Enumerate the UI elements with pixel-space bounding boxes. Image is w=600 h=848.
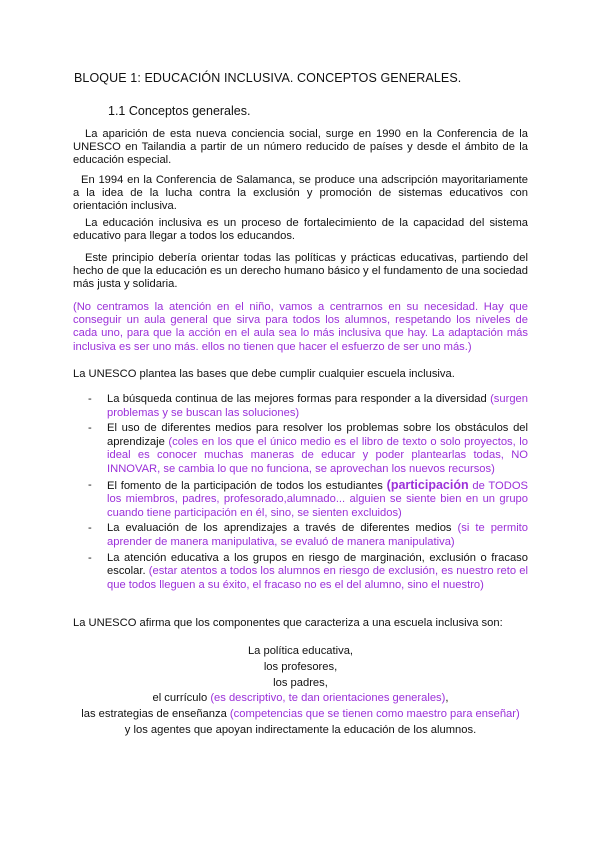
annotation-note: (No centramos la atención en el niño, vamos a centrarnos en su necesidad. Hay que conseguir un aula general que sirva para todos los alumnos, respetando los niveles de cada uno, para que la acción en el aula sea lo más inclusiva que hay. La adaptación más inclusiva es ser uno más. ellos no tienen que hacer el esfuerzo de ser uno más.): [73, 301, 528, 353]
list-item: [88, 522, 528, 549]
component-line: los padres,: [273, 676, 328, 689]
component-line: [73, 691, 528, 707]
component-text: el currículo: [152, 692, 211, 705]
list-item: [88, 552, 528, 593]
list-item: [88, 479, 528, 521]
paragraph-3: La educación inclusiva es un proceso de fortalecimiento de la capacidad del sistema educativo para llegar a todos los educandos.: [73, 217, 528, 243]
dash-marker: -: [88, 393, 92, 405]
list-item-text: La atención educativa a los grupos en riesgo de marginación, exclusión o fracaso escolar.: [107, 551, 528, 578]
component-note: (es descriptivo, te dan orientaciones generales): [210, 692, 446, 705]
dash-marker: -: [88, 551, 92, 564]
dash-marker: -: [88, 478, 92, 491]
components-list: [73, 644, 528, 739]
list-item-text: El uso de diferentes medios para resolver los problemas sobre los obstáculos del aprendizaje: [107, 422, 528, 448]
page-title: BLOQUE 1: EDUCACIÓN INCLUSIVA. CONCEPTOS GENERALES.: [74, 71, 462, 85]
section-heading: 1.1 Conceptos generales.: [108, 104, 251, 118]
dash-marker: -: [88, 522, 92, 535]
list-item: [88, 422, 528, 476]
paragraph-1: La aparición de esta nueva conciencia social, surge en 1990 en la Conferencia de la UNESCO en Tailandia a partir de un número reducido de países y desde el ámbito de la educación especial.: [73, 128, 528, 167]
component-note: (competencias que se tienen como maestro para enseñar): [229, 708, 520, 721]
list-item-text: La evaluación de los aprendizajes a través de diferentes medios: [107, 522, 458, 535]
component-line: [73, 707, 528, 723]
component-line: y los agentes que apoyan indirectamente la educación de los alumnos.: [124, 723, 477, 736]
list-item-text: El fomento de la participación de todos los estudiantes: [107, 479, 387, 492]
list-item: [88, 393, 528, 420]
dash-marker: -: [88, 422, 92, 435]
unesco-components-intro: La UNESCO afirma que los componentes que caracteriza a una escuela inclusiva son:: [73, 617, 503, 629]
paragraph-4: Este principio debería orientar todas las políticas y prácticas educativas, partiendo del hecho de que la educación es un derecho humano básico y el fundamento de una sociedad más justa y solidaria.: [73, 252, 528, 291]
component-line: La política educativa,: [247, 645, 354, 657]
list-item-note: (estar atentos a todos los alumnos en riesgo de exclusión, es nuestro reto el que todos lleguen a su éxito, el fracaso no es el del alumno, sino el nuestro): [107, 565, 528, 591]
component-text: las estrategias de enseñanza: [81, 708, 230, 721]
list-item-note: (coles en los que el único medio es el libro de texto o solo proyectos, lo ideal es conocer muchas maneras de educar y poder plantearlas todas, NO INNOVAR, se cambia lo que no funciona, se aprovechan los nuevos recursos): [107, 435, 529, 475]
component-punct: ,: [445, 692, 449, 705]
list-item-note: de TODOS los miembros, padres, profesorado,alumnado... alguien se siente bien en un grupo cuando tiene participación en él, sino, se sienten excluidos): [107, 479, 528, 519]
unesco-bases-intro: La UNESCO plantea las bases que debe cumplir cualquier escuela inclusiva.: [73, 368, 455, 380]
bases-list: [88, 393, 528, 594]
paragraph-2: En 1994 en la Conferencia de Salamanca, se produce una adscripción mayoritariamente a la idea de la lucha contra la exclusión y promoción de sistemas educativos con orientación inclusiva.: [73, 174, 528, 213]
component-line: los profesores,: [263, 660, 338, 673]
list-item-note: (si te permito aprender de manera manipulativa, se evaluó de manera manipulativa): [107, 522, 529, 548]
list-item-text: La búsqueda continua de las mejores formas para responder a la diversidad: [107, 393, 491, 405]
list-item-note: (surgen problemas y se buscan las soluciones): [107, 393, 528, 419]
list-item-bold-note: (participación: [386, 477, 469, 492]
